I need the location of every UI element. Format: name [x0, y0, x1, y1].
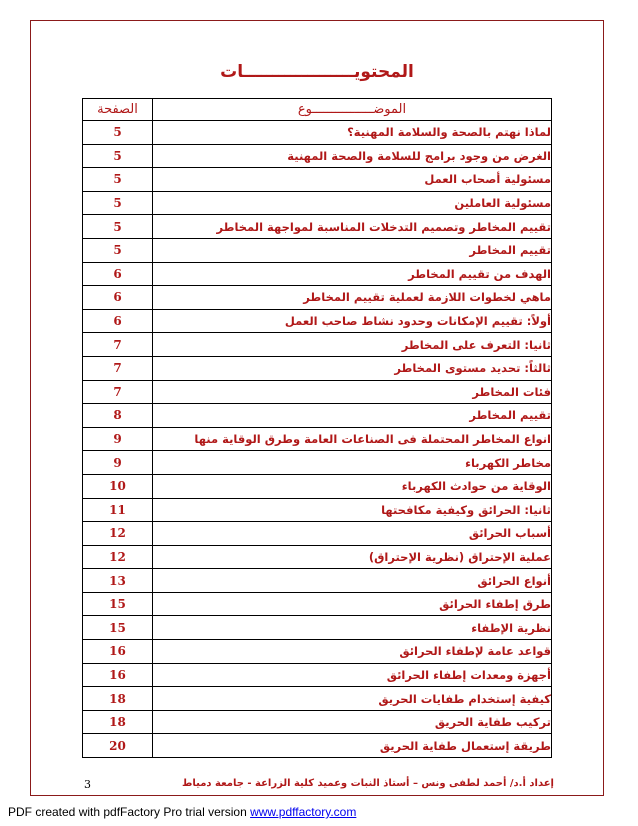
table-row: [83, 474, 552, 498]
row-topic: ثانيا: التعرف على المخاطر: [153, 333, 552, 357]
row-topic: ماهي لخطوات اللازمة لعملية تقييم المخاطر: [153, 286, 552, 310]
row-topic: لماذا نهتم بالصحة والسلامة المهنية؟: [153, 121, 552, 145]
table-row: [83, 616, 552, 640]
table-row: [83, 262, 552, 286]
row-page: 16: [83, 640, 153, 664]
table-row: [83, 427, 552, 451]
table-row: [83, 191, 552, 215]
table-row: [83, 168, 552, 192]
row-page: 7: [83, 333, 153, 357]
row-topic: ثانيا: الحرائق وكيفية مكافحتها: [153, 498, 552, 522]
row-page: 9: [83, 427, 153, 451]
contents-table: [82, 98, 552, 758]
table-row: [83, 734, 552, 758]
row-page: 18: [83, 710, 153, 734]
row-page: 5: [83, 144, 153, 168]
table-row: [83, 710, 552, 734]
row-page: 12: [83, 545, 153, 569]
pdf-note-text: PDF created with pdfFactory Pro trial version: [8, 805, 251, 819]
row-page: 11: [83, 498, 153, 522]
row-topic: كيفية إستخدام طفايات الحريق: [153, 687, 552, 711]
row-page: 5: [83, 238, 153, 262]
table-row: [83, 569, 552, 593]
table-row: [83, 451, 552, 475]
table-row: [83, 592, 552, 616]
table-row: [83, 238, 552, 262]
table-row: [83, 640, 552, 664]
row-page: 15: [83, 592, 153, 616]
row-topic: طرق إطفاء الحرائق: [153, 592, 552, 616]
table-row: [83, 687, 552, 711]
row-page: 7: [83, 356, 153, 380]
row-topic: تقييم المخاطر: [153, 404, 552, 428]
row-page: 20: [83, 734, 153, 758]
row-topic: الوقاية من حوادث الكهرباء: [153, 474, 552, 498]
row-topic: نظرية الإطفاء: [153, 616, 552, 640]
row-page: 6: [83, 262, 153, 286]
row-page: 6: [83, 309, 153, 333]
row-page: 12: [83, 522, 153, 546]
row-page: 9: [83, 451, 153, 475]
table-header-row: [83, 99, 552, 121]
table-row: [83, 286, 552, 310]
pdf-note-link[interactable]: www.pdffactory.com: [250, 805, 357, 819]
row-page: 8: [83, 404, 153, 428]
row-topic: انواع المخاطر المحتملة فى الصناعات العامة وطرق الوقاية منها: [153, 427, 552, 451]
row-page: 16: [83, 663, 153, 687]
row-topic: مسئولية أصحاب العمل: [153, 168, 552, 192]
row-page: 18: [83, 687, 153, 711]
row-page: 10: [83, 474, 153, 498]
row-page: 6: [83, 286, 153, 310]
table-row: [83, 309, 552, 333]
row-topic: مخاطر الكهرباء: [153, 451, 552, 475]
table-row: [83, 356, 552, 380]
row-topic: أسباب الحرائق: [153, 522, 552, 546]
row-topic: أولاً: تقييم الإمكانات وحدود نشاط صاحب العمل: [153, 309, 552, 333]
row-topic: طريقة إستعمال طفاية الحريق: [153, 734, 552, 758]
row-topic: مسئولية العاملين: [153, 191, 552, 215]
row-topic: أنواع الحرائق: [153, 569, 552, 593]
row-page: 7: [83, 380, 153, 404]
row-topic: قواعد عامة لإطفاء الحرائق: [153, 640, 552, 664]
table-row: [83, 498, 552, 522]
table-row: [83, 215, 552, 239]
row-topic: الغرض من وجود برامج للسلامة والصحة المهنية: [153, 144, 552, 168]
table-row: [83, 121, 552, 145]
row-topic: فئات المخاطر: [153, 380, 552, 404]
row-topic: الهدف من تقييم المخاطر: [153, 262, 552, 286]
page-title: المحتويـــــــــــــــــــات: [220, 62, 414, 82]
table-row: [83, 333, 552, 357]
row-topic: أجهزة ومعدات إطفاء الحرائق: [153, 663, 552, 687]
footer-page-number: 3: [84, 778, 91, 791]
table-row: [83, 663, 552, 687]
table-row: [83, 404, 552, 428]
row-topic: عملية الإحتراق (نظرية الإحتراق): [153, 545, 552, 569]
row-page: 5: [83, 191, 153, 215]
pdf-watermark-note: [8, 805, 356, 819]
row-topic: ثالثاً: تحديد مستوى المخاطر: [153, 356, 552, 380]
table-row: [83, 522, 552, 546]
row-page: 5: [83, 121, 153, 145]
table-row: [83, 545, 552, 569]
row-topic: تقييم المخاطر: [153, 238, 552, 262]
row-page: 13: [83, 569, 153, 593]
page-header: الصفحة: [83, 99, 153, 121]
row-topic: تركيب طفاية الحريق: [153, 710, 552, 734]
row-page: 5: [83, 168, 153, 192]
row-page: 5: [83, 215, 153, 239]
table-row: [83, 380, 552, 404]
topic-header: الموضــــــــــــــــوع: [153, 99, 552, 121]
row-page: 15: [83, 616, 153, 640]
footer-credit: إعداد أ.د/ أحمد لطفى ونس – أستاذ النبات وعميد كلية الزراعة - جامعة دمياط: [182, 778, 554, 789]
row-topic: تقييم المخاطر وتصميم التدخلات المناسبة لمواجهة المخاطر: [153, 215, 552, 239]
table-row: [83, 144, 552, 168]
